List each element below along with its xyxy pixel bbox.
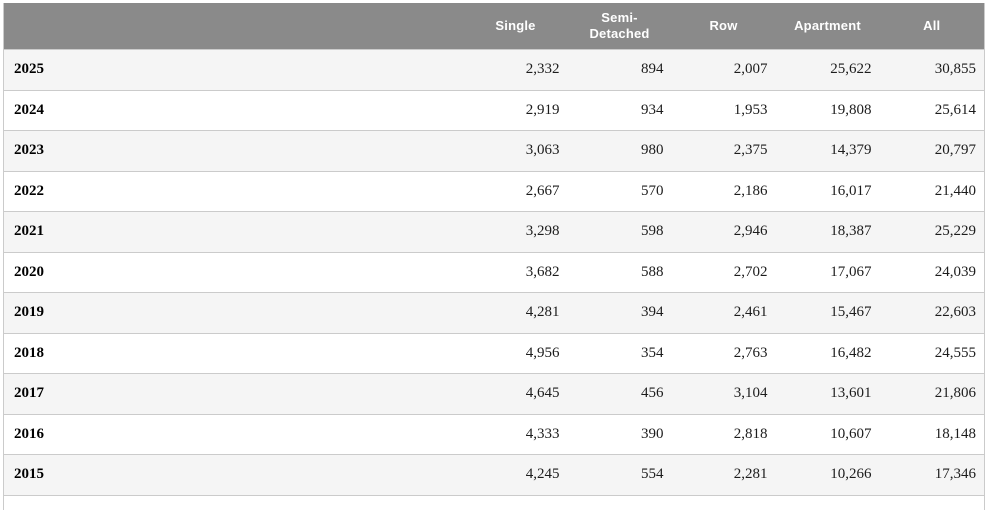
cell-row: 2,375 — [672, 131, 776, 172]
cell-single: 2,332 — [464, 50, 568, 91]
row-year-label: 2023 — [4, 131, 464, 172]
row-year-label: 2019 — [4, 293, 464, 334]
cell-apartment: 17,067 — [776, 252, 880, 293]
cell-semi-detached: 390 — [568, 414, 672, 455]
cell-single: 3,063 — [464, 131, 568, 172]
header-row — [4, 3, 985, 50]
cell-semi-detached: 894 — [568, 50, 672, 91]
table-row — [4, 455, 985, 496]
cell-semi-detached: 354 — [568, 333, 672, 374]
cell-semi-detached: 394 — [568, 293, 672, 334]
housing-units-by-type-table — [3, 3, 985, 510]
cell-row: 2,186 — [672, 171, 776, 212]
column-header-blank — [4, 3, 464, 50]
cell-row: 1,953 — [672, 90, 776, 131]
cell-row: 2,763 — [672, 333, 776, 374]
cell-single: 4,281 — [464, 293, 568, 334]
cell-all: 17,346 — [880, 455, 985, 496]
cell-all: 24,555 — [880, 333, 985, 374]
cell-all: 22,603 — [880, 293, 985, 334]
column-header-all: All — [880, 3, 985, 50]
cell-single: 2,667 — [464, 171, 568, 212]
table-row — [4, 131, 985, 172]
cell-single: 4,245 — [464, 455, 568, 496]
cell-row: 2,281 — [672, 455, 776, 496]
cell-all: 24,039 — [880, 252, 985, 293]
partial-next-row — [4, 495, 985, 510]
row-year-label: 2022 — [4, 171, 464, 212]
table-row — [4, 374, 985, 415]
row-year-label: 2016 — [4, 414, 464, 455]
cell-semi-detached: 456 — [568, 374, 672, 415]
cell-single: 4,956 — [464, 333, 568, 374]
table-row — [4, 171, 985, 212]
cell-single: 2,919 — [464, 90, 568, 131]
cell-apartment: 25,622 — [776, 50, 880, 91]
table-row — [4, 90, 985, 131]
table-header — [4, 3, 985, 50]
cell-row: 3,104 — [672, 374, 776, 415]
cell-row: 2,946 — [672, 212, 776, 253]
cell-all: 21,440 — [880, 171, 985, 212]
cell-row: 2,818 — [672, 414, 776, 455]
partial-row-cell — [4, 495, 985, 510]
cell-semi-detached: 934 — [568, 90, 672, 131]
row-year-label: 2017 — [4, 374, 464, 415]
cell-all: 25,614 — [880, 90, 985, 131]
table-row-partial — [4, 495, 985, 510]
table-row — [4, 212, 985, 253]
cell-single: 4,645 — [464, 374, 568, 415]
cell-semi-detached: 570 — [568, 171, 672, 212]
cell-all: 30,855 — [880, 50, 985, 91]
row-year-label: 2020 — [4, 252, 464, 293]
cell-all: 25,229 — [880, 212, 985, 253]
cell-apartment: 10,266 — [776, 455, 880, 496]
table-row — [4, 414, 985, 455]
housing-units-table-container — [3, 3, 985, 510]
cell-apartment: 16,017 — [776, 171, 880, 212]
cell-semi-detached: 554 — [568, 455, 672, 496]
column-header-single: Single — [464, 3, 568, 50]
column-header-semi-detached: Semi-Detached — [568, 3, 672, 50]
cell-apartment: 16,482 — [776, 333, 880, 374]
cell-all: 18,148 — [880, 414, 985, 455]
row-year-label: 2024 — [4, 90, 464, 131]
cell-row: 2,007 — [672, 50, 776, 91]
cell-single: 4,333 — [464, 414, 568, 455]
cell-semi-detached: 598 — [568, 212, 672, 253]
cell-semi-detached: 980 — [568, 131, 672, 172]
cell-row: 2,461 — [672, 293, 776, 334]
row-year-label: 2015 — [4, 455, 464, 496]
cell-single: 3,298 — [464, 212, 568, 253]
table-row — [4, 252, 985, 293]
table-body — [4, 50, 985, 496]
row-year-label: 2021 — [4, 212, 464, 253]
cell-apartment: 18,387 — [776, 212, 880, 253]
cell-semi-detached: 588 — [568, 252, 672, 293]
cell-row: 2,702 — [672, 252, 776, 293]
column-header-apartment: Apartment — [776, 3, 880, 50]
cell-apartment: 14,379 — [776, 131, 880, 172]
cell-apartment: 10,607 — [776, 414, 880, 455]
cell-apartment: 15,467 — [776, 293, 880, 334]
cell-apartment: 19,808 — [776, 90, 880, 131]
cell-all: 20,797 — [880, 131, 985, 172]
cell-apartment: 13,601 — [776, 374, 880, 415]
table-row — [4, 293, 985, 334]
table-row — [4, 333, 985, 374]
row-year-label: 2018 — [4, 333, 464, 374]
column-header-row: Row — [672, 3, 776, 50]
cell-all: 21,806 — [880, 374, 985, 415]
cell-single: 3,682 — [464, 252, 568, 293]
row-year-label: 2025 — [4, 50, 464, 91]
table-row — [4, 50, 985, 91]
